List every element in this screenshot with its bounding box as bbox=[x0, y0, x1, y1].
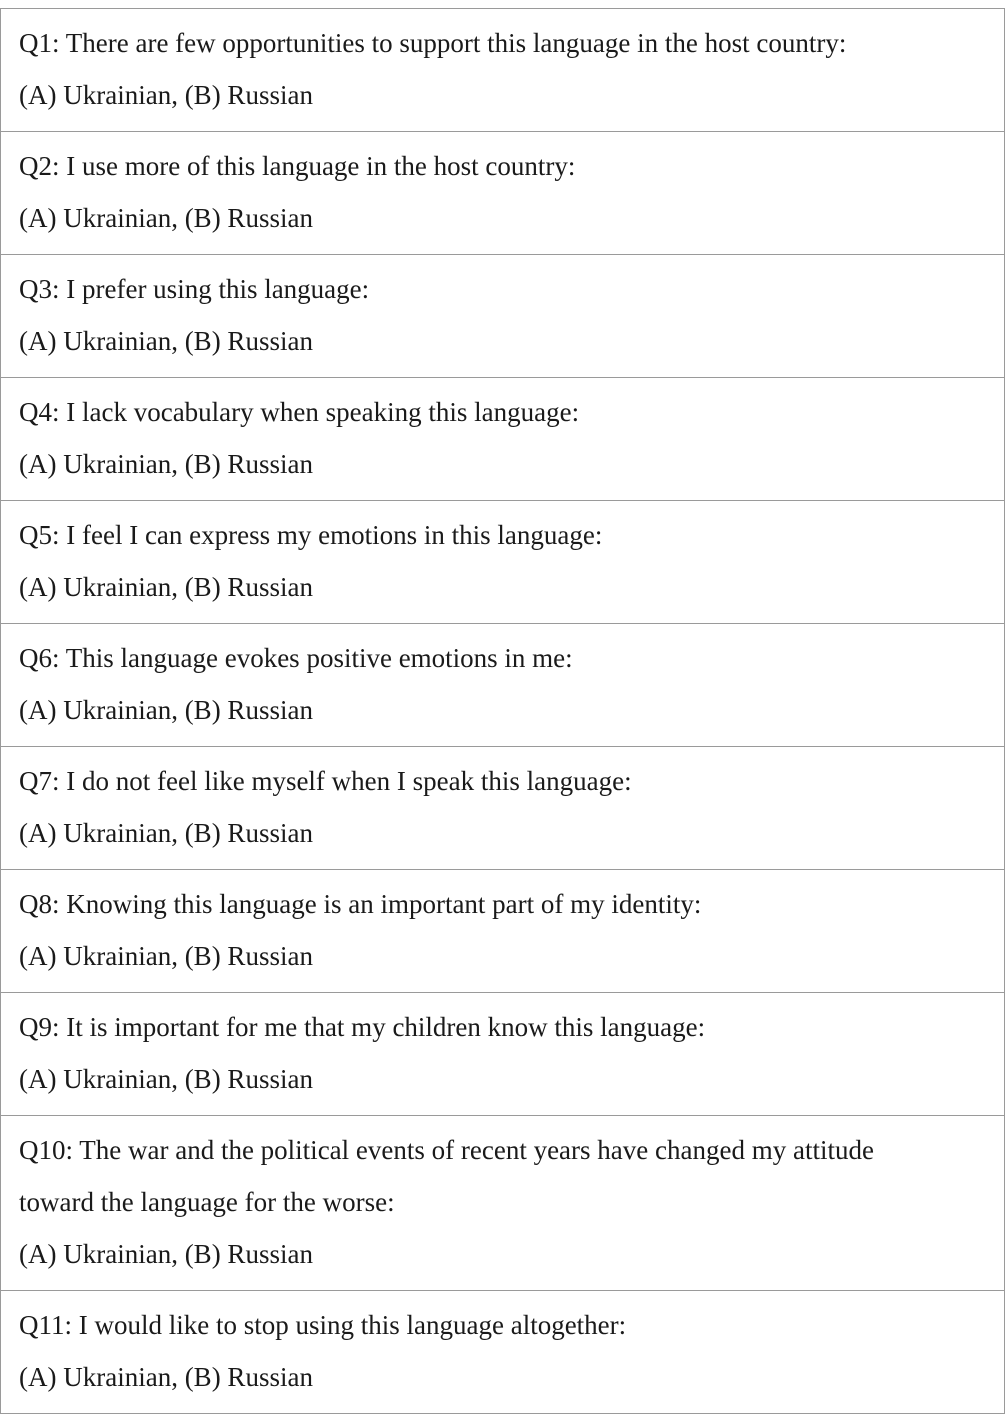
question-row-q4 bbox=[1, 378, 1004, 501]
answer-options: (A) Ukrainian, (B) Russian bbox=[19, 941, 313, 971]
question-text-continued: toward the language for the worse: bbox=[19, 1187, 395, 1217]
answer-options: (A) Ukrainian, (B) Russian bbox=[19, 1239, 313, 1269]
answer-options: (A) Ukrainian, (B) Russian bbox=[19, 203, 313, 233]
answer-options: (A) Ukrainian, (B) Russian bbox=[19, 818, 313, 848]
question-row-q5 bbox=[1, 501, 1004, 624]
answer-options: (A) Ukrainian, (B) Russian bbox=[19, 1362, 313, 1392]
answer-options: (A) Ukrainian, (B) Russian bbox=[19, 449, 313, 479]
question-text: Q9: It is important for me that my children know this language: bbox=[19, 1012, 706, 1042]
question-row-q9 bbox=[1, 993, 1004, 1116]
question-row-q3 bbox=[1, 255, 1004, 378]
question-row-q8 bbox=[1, 870, 1004, 993]
question-text: Q5: I feel I can express my emotions in this language: bbox=[19, 520, 603, 550]
answer-options: (A) Ukrainian, (B) Russian bbox=[19, 80, 313, 110]
question-text: Q6: This language evokes positive emotions in me: bbox=[19, 643, 573, 673]
question-text: Q1: There are few opportunities to support this language in the host country: bbox=[19, 28, 847, 58]
question-text: Q8: Knowing this language is an important part of my identity: bbox=[19, 889, 702, 919]
question-row-q11 bbox=[1, 1291, 1004, 1414]
answer-options: (A) Ukrainian, (B) Russian bbox=[19, 1064, 313, 1094]
question-text: Q7: I do not feel like myself when I speak this language: bbox=[19, 766, 632, 796]
question-text: Q4: I lack vocabulary when speaking this language: bbox=[19, 397, 580, 427]
question-row-q10 bbox=[1, 1116, 1004, 1291]
question-row-q1 bbox=[1, 9, 1004, 132]
answer-options: (A) Ukrainian, (B) Russian bbox=[19, 326, 313, 356]
question-text: Q3: I prefer using this language: bbox=[19, 274, 370, 304]
questionnaire-table bbox=[0, 8, 1005, 1414]
question-row-q2 bbox=[1, 132, 1004, 255]
question-row-q7 bbox=[1, 747, 1004, 870]
answer-options: (A) Ukrainian, (B) Russian bbox=[19, 695, 313, 725]
question-text: Q11: I would like to stop using this language altogether: bbox=[19, 1310, 627, 1340]
question-text: Q2: I use more of this language in the host country: bbox=[19, 151, 576, 181]
question-text: Q10: The war and the political events of recent years have changed my attitude bbox=[19, 1135, 874, 1165]
question-row-q6 bbox=[1, 624, 1004, 747]
answer-options: (A) Ukrainian, (B) Russian bbox=[19, 572, 313, 602]
